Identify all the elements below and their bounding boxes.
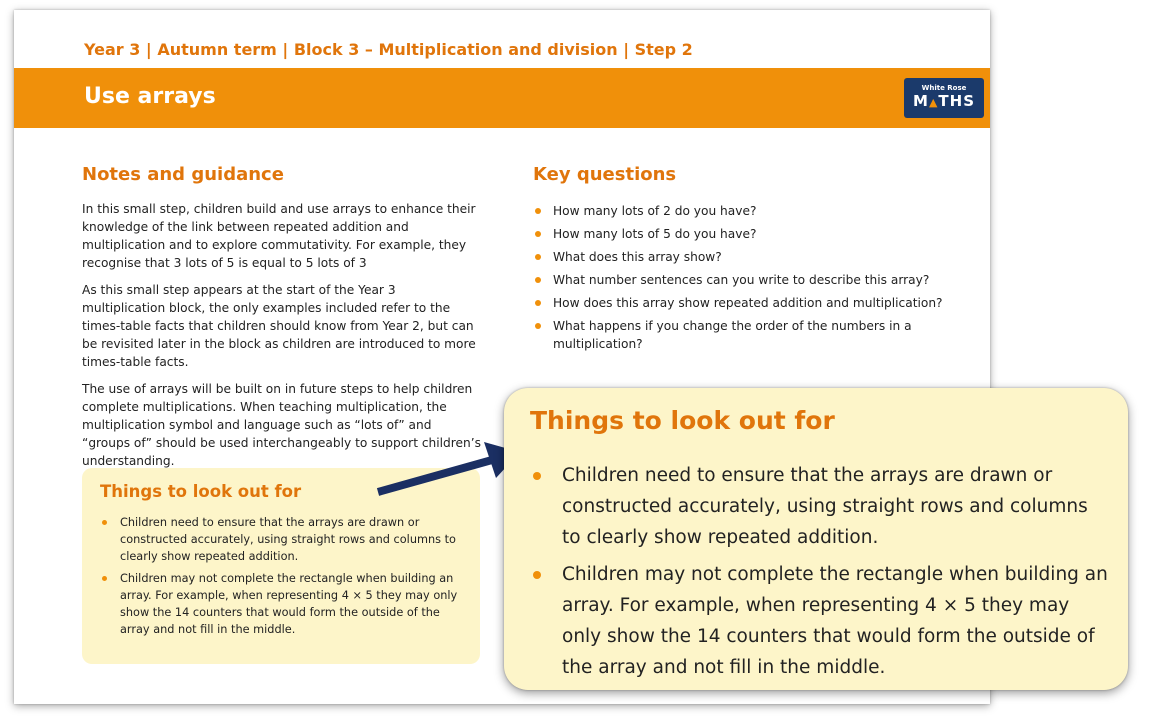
white-rose-maths-logo	[904, 78, 984, 118]
lookout-item-zoom: Children may not complete the rectangle when building an array. For example, when representing 4 × 5 they may only show the 14 counters that would form the outside of the array and not fill in the middle.	[530, 559, 1110, 683]
lookout-heading-small: Things to look out for	[100, 482, 302, 501]
triangle-icon: ▲	[928, 96, 939, 109]
key-question-item: How does this array show repeated addition and multiplication?	[533, 294, 973, 312]
notes-guidance-text	[82, 200, 482, 479]
notes-paragraph: The use of arrays will be built on in future steps to help children complete multiplications. When teaching multiplication, the multiplication symbol and language such as “lots of” and “groups of” should be used interchangeably to support children’s understanding.	[82, 382, 481, 468]
key-question-item: How many lots of 5 do you have?	[533, 225, 973, 243]
lookout-item: Children may not complete the rectangle when building an array. For example, when representing 4 × 5 they may only show the 14 counters that would form the outside of the array and not fill in the middle.	[100, 570, 466, 638]
bullet-icon	[535, 323, 541, 329]
lookout-heading-zoom: Things to look out for	[530, 406, 835, 435]
page-title: Use arrays	[84, 84, 216, 109]
key-questions-list	[533, 202, 973, 358]
key-question-item: What does this array show?	[533, 248, 973, 266]
logo-small-text: White Rose	[921, 84, 967, 92]
notes-paragraph: As this small step appears at the start of the Year 3 multiplication block, the only examples included refer to the times-table facts that children should know from Year 2, but can be revisited later in the block as children are introduced to more times-table facts.	[82, 283, 476, 369]
bullet-icon	[533, 571, 541, 579]
bullet-icon	[535, 254, 541, 260]
key-question-item: How many lots of 2 do you have?	[533, 202, 973, 220]
title-bar	[14, 68, 990, 128]
bullet-icon	[102, 576, 107, 581]
bullet-icon	[535, 300, 541, 306]
logo-big-text: M▲THS	[913, 92, 975, 110]
lookout-zoom-callout	[504, 388, 1128, 690]
bullet-icon	[535, 208, 541, 214]
bullet-icon	[533, 472, 541, 480]
key-question-item: What happens if you change the order of the numbers in a multiplication?	[533, 317, 973, 353]
notes-heading: Notes and guidance	[82, 164, 284, 185]
bullet-icon	[535, 277, 541, 283]
key-question-item: What number sentences can you write to describe this array?	[533, 271, 973, 289]
bullet-icon	[102, 520, 107, 525]
lookout-list-zoom	[530, 460, 1110, 689]
lookout-item-zoom: Children need to ensure that the arrays are drawn or constructed accurately, using straight rows and columns to clearly show repeated addition.	[530, 460, 1110, 553]
lookout-list-small	[100, 514, 466, 643]
bullet-icon	[535, 231, 541, 237]
breadcrumb: Year 3 | Autumn term | Block 3 – Multiplication and division | Step 2	[84, 40, 693, 59]
key-questions-heading: Key questions	[533, 164, 677, 185]
lookout-item: Children need to ensure that the arrays are drawn or constructed accurately, using straight rows and columns to clearly show repeated addition.	[100, 514, 466, 565]
notes-paragraph: In this small step, children build and use arrays to enhance their knowledge of the link between repeated addition and multiplication and to explore commutativity. For example, they recognise that 3 lots of 5 is equal to 5 lots of 3	[82, 202, 476, 270]
